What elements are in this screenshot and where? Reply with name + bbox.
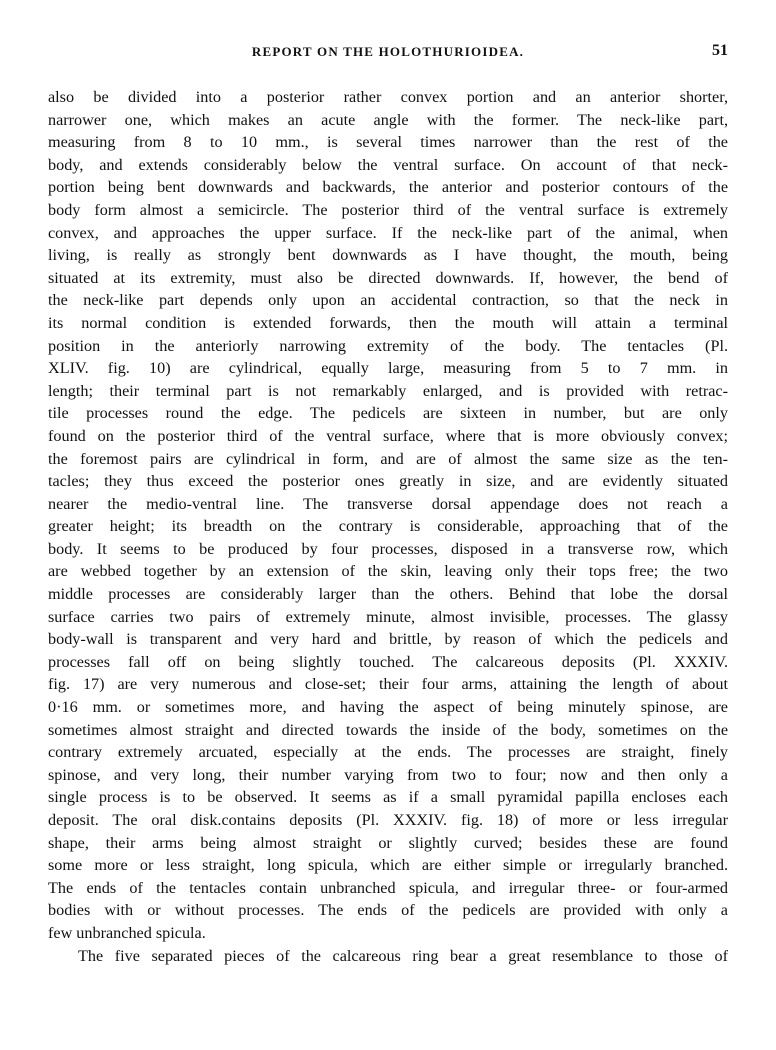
- text-line: single process is to be observed. It seems as if a small pyramidal papilla encloses each: [48, 788, 728, 807]
- text-line: surface carries two pairs of extremely minute, almost invisible, processes. The glassy: [48, 607, 728, 626]
- text-line: the foremost pairs are cylindrical in form, and are of almost the same size as the ten-: [48, 449, 728, 468]
- text-line: bodies with or without processes. The ends of the pedicels are provided with only a: [48, 901, 728, 920]
- text-line: found on the posterior third of the ventral surface, where that is more obviously convex;: [48, 426, 728, 445]
- text-line: shape, their arms being almost straight or slightly curved; besides these are found: [48, 833, 728, 852]
- running-title: REPORT ON THE HOLOTHURIOIDEA.: [251, 44, 525, 59]
- text-line: contrary extremely arcuated, especially at the ends. The processes are straight, finely: [48, 743, 728, 762]
- text-line: fig. 17) are very numerous and close-set; their four arms, attaining the length of about: [48, 675, 728, 694]
- text-line: narrower one, which makes an acute angle with the former. The neck-like part,: [48, 110, 728, 129]
- text-line: nearer the medio-ventral line. The transverse dorsal appendage does not reach a: [48, 494, 728, 513]
- text-line: The five separated pieces of the calcareous ring bear a great resemblance to those of: [78, 946, 728, 965]
- text-line: 0·16 mm. or sometimes more, and having the aspect of being minutely spinose, are: [48, 698, 728, 717]
- text-line: also be divided into a posterior rather convex portion and an anterior shorter,: [48, 88, 728, 106]
- text-line: spinose, and very long, their number varying from two to four; now and then only a: [48, 765, 728, 784]
- text-line: position in the anteriorly narrowing extremity of the body. The tentacles (Pl.: [48, 336, 728, 355]
- text-line: The ends of the tentacles contain unbranched spicula, and irregular three- or four-armed: [48, 878, 728, 897]
- text-line: length; their terminal part is not remarkably enlarged, and is provided with retrac-: [48, 381, 728, 400]
- text-line: body, and extends considerably below the ventral surface. On account of that neck-: [48, 155, 728, 174]
- text-line: middle processes are considerably larger than the others. Behind that lobe the dorsal: [48, 585, 728, 604]
- text-line: convex, and approaches the upper surface. If the neck-like part of the animal, when: [48, 223, 728, 242]
- text-line: portion being bent downwards and backwards, the anterior and posterior contours of the: [48, 178, 728, 197]
- text-line: tacles; they thus exceed the posterior ones greatly in size, and are evidently situated: [48, 472, 728, 491]
- text-line: body form almost a semicircle. The posterior third of the ventral surface is extremely: [48, 200, 728, 219]
- text-line: processes fall off on being slightly touched. The calcareous deposits (Pl. XXXIV.: [48, 652, 728, 671]
- text-line: sometimes almost straight and directed towards the inside of the body, sometimes on the: [48, 720, 728, 739]
- text-line: some more or less straight, long spicula, which are either simple or irregularly branched.: [48, 856, 728, 875]
- text-line: XLIV. fig. 10) are cylindrical, equally large, measuring from 5 to 7 mm. in: [48, 359, 728, 378]
- text-line: tile processes round the edge. The pedicels are sixteen in number, but are only: [48, 404, 728, 423]
- text-line: its normal condition is extended forwards, then the mouth will attain a terminal: [48, 313, 728, 332]
- text-line: deposit. The oral disk.contains deposits (Pl. XXXIV. fig. 18) of more or less irregular: [48, 811, 728, 829]
- page-header: [48, 44, 728, 70]
- page-number: 51: [712, 42, 728, 59]
- text-line: measuring from 8 to 10 mm., is several times narrower than the rest of the: [48, 133, 728, 152]
- body-text: [48, 86, 728, 967]
- text-line: situated at its extremity, must also be directed downwards. If, however, the bend of: [48, 268, 728, 287]
- text-line: body-wall is transparent and very hard and brittle, by reason of which the pedicels and: [48, 630, 728, 649]
- text-line: the neck-like part depends only upon an accidental contraction, so that the neck in: [48, 291, 728, 310]
- text-line: body. It seems to be produced by four processes, disposed in a transverse row, which: [48, 539, 728, 558]
- text-line: are webbed together by an extension of the skin, leaving only their tops free; the two: [48, 562, 728, 581]
- text-line: greater height; its breadth on the contrary is considerable, approaching that of the: [48, 517, 728, 536]
- text-line: living, is really as strongly bent downwards as I have thought, the mouth, being: [48, 246, 728, 265]
- text-line: few unbranched spicula.: [48, 923, 206, 942]
